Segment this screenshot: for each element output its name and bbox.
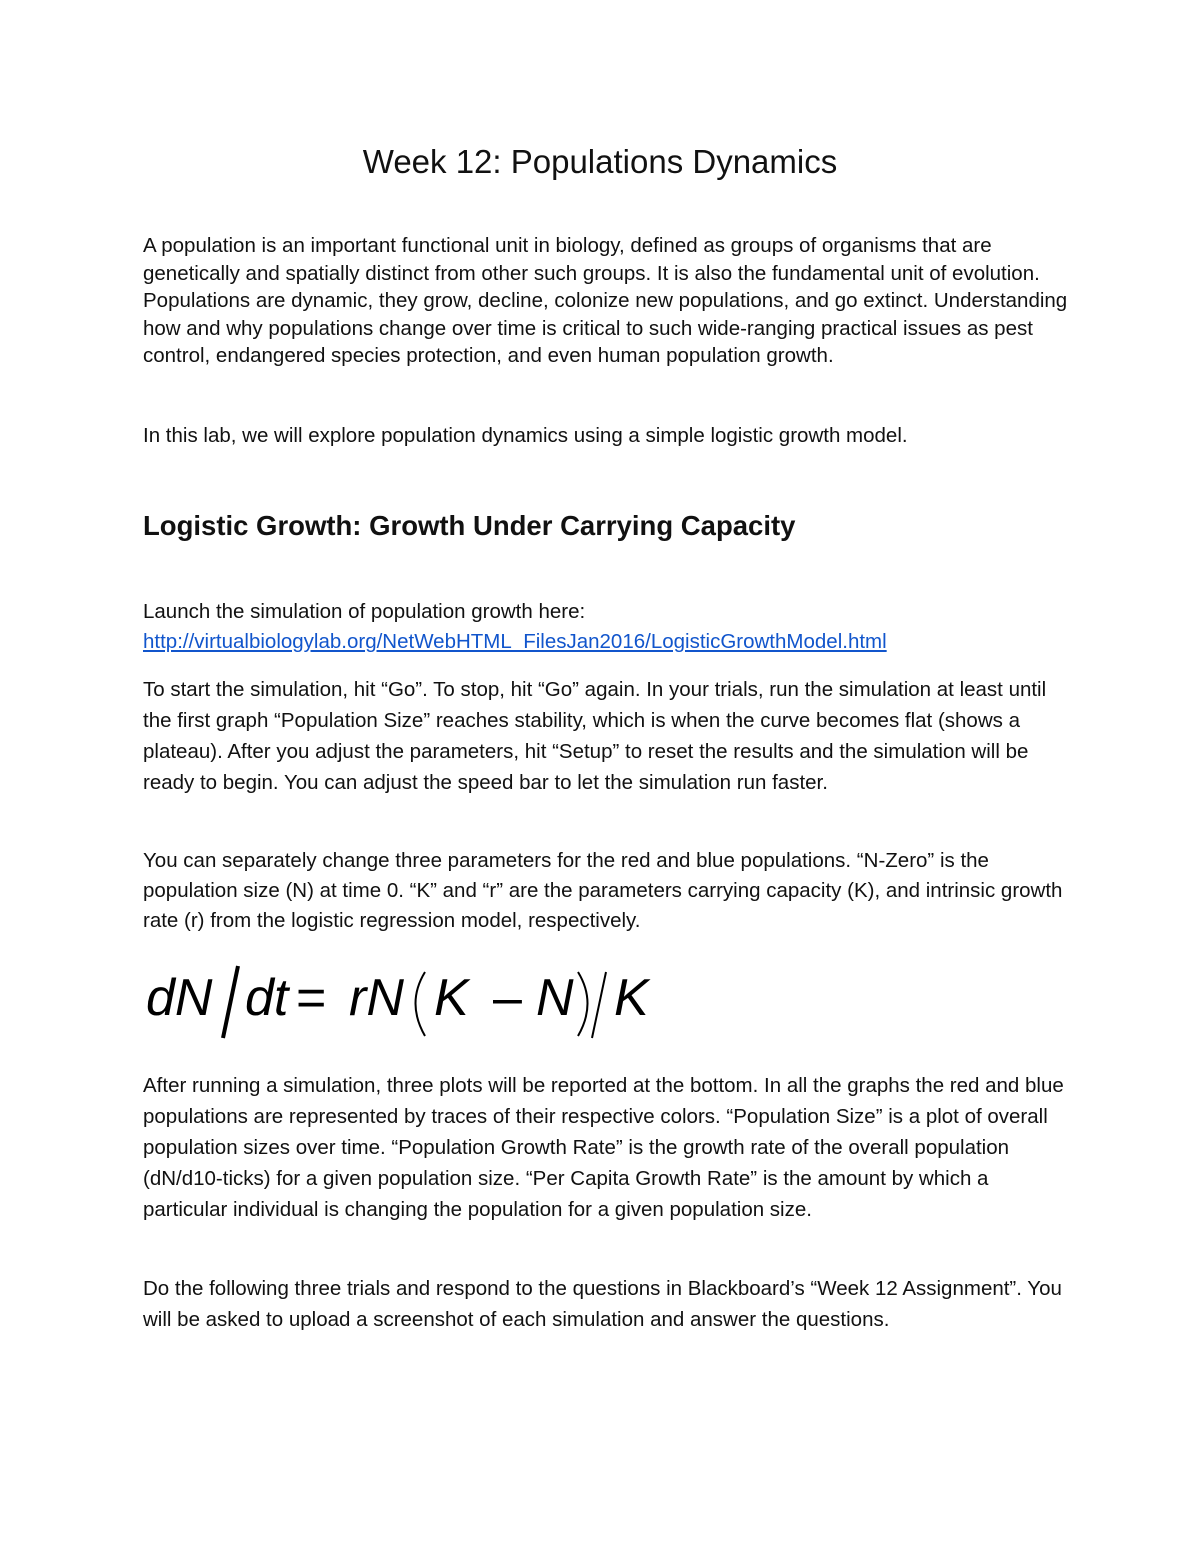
equation-slash-2 [592, 972, 606, 1038]
lab-intro-paragraph: In this lab, we will explore population dynamics using a simple logistic growth model. [143, 424, 908, 447]
logistic-equation [138, 958, 698, 1048]
plots-description-paragraph: After running a simulation, three plots will be reported at the bottom. In all the graphs the red and blue populations are represented by traces of their respective colors. “Population Size” is a plot of overall population sizes over time. “Population Growth Rate” is the growth rate of the overall population (dN/d10-ticks) for a given population size. “Per Capita Growth Rate” is the amount by which a particular individual is changing the population for a given population size. [143, 1074, 1064, 1221]
equation-N: N [536, 969, 574, 1027]
trials-paragraph: Do the following three trials and respond to the questions in Blackboard’s “Week 12 Assignment”. You will be asked to upload a screenshot of each simulation and answer the questions. [143, 1277, 1062, 1331]
parameters-paragraph: You can separately change three parameters for the red and blue populations. “N-Zero” is the population size (N) at time 0. “K” and “r” are the parameters carrying capacity (K), and intrinsic growth rate (r) from the logistic regression model, respectively. [143, 849, 1063, 932]
intro-paragraph: A population is an important functional unit in biology, defined as groups of organisms that are genetically and spatially distinct from other such groups. It is also the fundamental unit of evolution. Populations are dynamic, they grow, decline, colonize new populations, and go extinct. Understanding how and why populations change over time is critical to such wide-ranging practical issues as pest control, endangered species protection, and even human population growth. [143, 234, 1068, 367]
equation-dt: dt [245, 969, 289, 1027]
equation-K2: K [614, 969, 649, 1027]
simulation-link[interactable]: http://virtualbiologylab.org/NetWebHTML_FilesJan2016/LogisticGrowthModel.html [143, 630, 887, 653]
equation-equals: = [296, 969, 327, 1027]
equation-dN: dN [146, 969, 213, 1027]
start-instructions-paragraph: To start the simulation, hit “Go”. To stop, hit “Go” again. In your trials, run the simulation at least until the first graph “Population Size” reaches stability, which is when the curve becomes flat (shows a plateau). After you adjust the parameters, hit “Setup” to reset the results and the simulation will be ready to begin. You can adjust the speed bar to let the simulation run faster. [143, 678, 1047, 794]
equation-rN: rN [349, 969, 404, 1027]
equation-slash-1 [223, 966, 238, 1038]
equation-K1: K [434, 969, 469, 1027]
launch-text: Launch the simulation of population growth here: [143, 600, 586, 623]
equation-right-paren [578, 972, 588, 1036]
page-title: Week 12: Populations Dynamics [362, 143, 838, 180]
equation-minus: – [493, 969, 522, 1027]
equation-left-paren [416, 972, 426, 1036]
section-heading: Logistic Growth: Growth Under Carrying Capacity [143, 510, 796, 541]
launch-paragraph [143, 597, 1073, 657]
